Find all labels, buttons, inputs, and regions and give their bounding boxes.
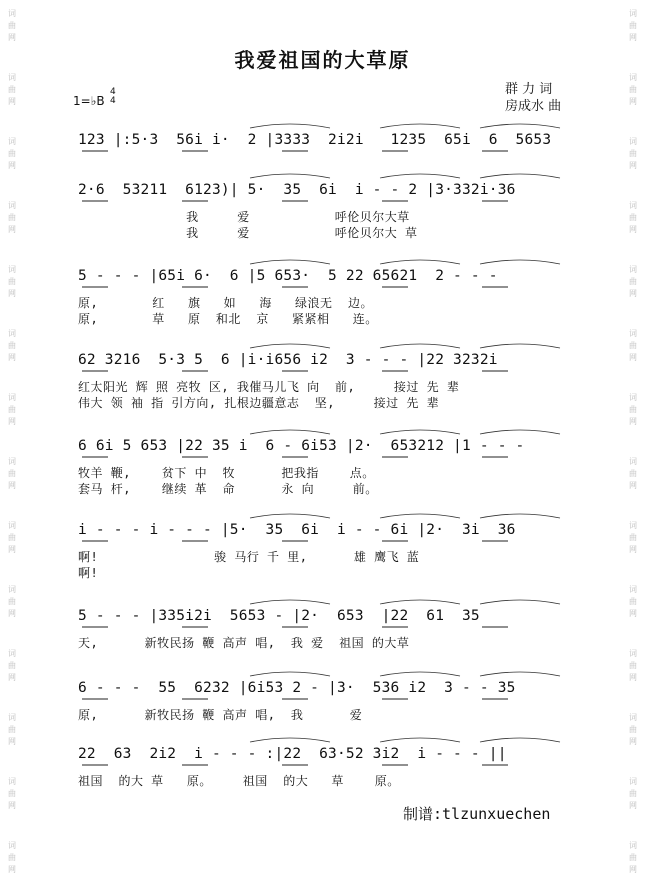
watermark-glyph: 曲 [629,533,637,542]
watermark-glyph: 网 [8,609,16,618]
watermark-glyph: 词 [8,521,16,530]
slur-mark [250,260,330,264]
watermark-glyph: 词 [8,841,16,850]
watermark-glyph: 曲 [8,277,16,286]
slur-mark [250,738,330,742]
watermark-glyph: 词 [629,329,637,338]
transcriber-credit: 制谱:tlzunxuechen [403,805,551,823]
watermark-glyph: 网 [629,673,637,682]
watermark-glyph: 词 [8,457,16,466]
watermark-glyph: 词 [629,585,637,594]
watermark-glyph: 曲 [8,21,16,30]
slur-mark [480,672,560,676]
watermark-glyph: 网 [629,481,637,490]
slur-mark [250,344,330,348]
watermark-glyph: 网 [629,545,637,554]
watermark-glyph: 网 [8,801,16,810]
lyric-line: 原, 新牧民扬 鞭 高声 唱, 我 爱 [78,708,363,722]
time-signature-top: 4 [110,87,116,97]
slur-mark [380,600,460,604]
watermark-glyph: 网 [8,33,16,42]
slur-mark [480,124,560,128]
slur-mark [480,514,560,518]
watermark-glyph: 网 [8,865,16,874]
watermark-glyph: 词 [8,201,16,210]
notation-line: 62 3216 5·3 5 6 |i·i656 i2 3 - - - |22 3232i [78,352,498,368]
watermark-glyph: 曲 [629,149,637,158]
watermark-glyph: 曲 [629,725,637,734]
slur-mark [480,344,560,348]
lyric-line: 啊! 骏 马行 千 里, 雄 鹰飞 蓝 [78,550,420,564]
watermark-glyph: 曲 [629,469,637,478]
lyric-line: 啊! [78,566,99,580]
lyric-line: 祖国 的大 草 原。 祖国 的大 草 原。 [78,774,400,788]
slur-mark [480,260,560,264]
watermark-glyph: 网 [629,609,637,618]
watermark-glyph: 网 [629,161,637,170]
watermark-glyph: 曲 [8,661,16,670]
watermark-glyph: 曲 [8,597,16,606]
lyric-line: 红太阳光 辉 照 亮牧 区, 我催马儿飞 向 前, 接过 先 辈 [78,380,460,394]
watermark-glyph: 网 [8,417,16,426]
lyric-line: 我 爱 呼伦贝尔大 草 [78,226,418,240]
watermark-glyph: 网 [8,737,16,746]
slur-mark [480,430,560,434]
watermark-glyph: 词 [629,841,637,850]
watermark-glyph: 曲 [8,149,16,158]
watermark-glyph: 词 [629,777,637,786]
notation-line: 2·6 53211 6123)| 5· 35 6i i - - 2 |3·332i·36 [78,182,516,198]
slur-mark [250,672,330,676]
slur-mark [480,174,560,178]
lyric-line: 原, 红 旗 如 海 绿浪无 边。 [78,296,373,310]
watermark-glyph: 网 [8,97,16,106]
watermark-glyph: 曲 [8,853,16,862]
lyric-line: 天, 新牧民扬 鞭 高声 唱, 我 爱 祖国 的大草 [78,636,410,650]
notation-line: 5 - - - |335i2i 5653 - |2· 653 |22 61 35 [78,608,480,624]
watermark-glyph: 曲 [8,405,16,414]
watermark-glyph: 曲 [8,469,16,478]
watermark-glyph: 网 [629,353,637,362]
watermark-glyph: 曲 [629,277,637,286]
watermark-glyph: 曲 [8,725,16,734]
slur-mark [250,430,330,434]
lyric-line: 原, 草 原 和北 京 紧紧相 连。 [78,312,378,326]
watermark-glyph: 词 [8,713,16,722]
watermark-glyph: 词 [8,9,16,18]
notation-line: 22 63 2i2 i - - - :|22 63·52 3i2 i - - - || [78,746,507,762]
watermark-glyph: 网 [8,673,16,682]
watermark-glyph: 网 [629,801,637,810]
notation-line: 5 - - - |65i 6· 6 |5 653· 5 22 65621 2 - - - [78,268,498,284]
notation-line: 6 6i 5 653 |22 35 i 6 - 6i53 |2· 653212 |1 - - - [78,438,525,454]
slur-mark [480,738,560,742]
watermark-glyph: 词 [629,521,637,530]
slur-mark [380,672,460,676]
slur-mark [250,174,330,178]
watermark-glyph: 词 [629,649,637,658]
watermark-glyph: 网 [629,97,637,106]
watermark-glyph: 网 [629,737,637,746]
watermark-glyph: 曲 [629,597,637,606]
watermark-glyph: 词 [8,777,16,786]
watermark-glyph: 词 [8,393,16,402]
watermark-glyph: 曲 [629,853,637,862]
notation-line: 6 - - - 55 6232 |6i53 2 - |3· 536 i2 3 - - 35 [78,680,516,696]
watermark-glyph: 曲 [629,789,637,798]
slur-mark [380,430,460,434]
watermark-glyph: 曲 [8,789,16,798]
watermark-glyph: 网 [629,417,637,426]
watermark-glyph: 曲 [8,85,16,94]
left-watermark-strip [0,0,24,891]
watermark-glyph: 词 [629,201,637,210]
slur-mark [480,600,560,604]
watermark-glyph: 网 [629,33,637,42]
watermark-glyph: 网 [8,161,16,170]
watermark-glyph: 词 [629,457,637,466]
watermark-glyph: 曲 [629,21,637,30]
watermark-glyph: 词 [8,329,16,338]
watermark-glyph: 曲 [8,341,16,350]
time-signature-bottom: 4 [110,96,116,106]
watermark-glyph: 词 [8,585,16,594]
slur-mark [380,174,460,178]
slur-mark [250,514,330,518]
watermark-glyph: 曲 [8,533,16,542]
watermark-glyph: 词 [8,649,16,658]
watermark-glyph: 曲 [629,661,637,670]
watermark-glyph: 曲 [629,213,637,222]
slur-mark [380,738,460,742]
lyric-line: 伟大 领 袖 指 引方向, 扎根边疆意志 坚, 接过 先 辈 [78,396,440,410]
watermark-glyph: 词 [8,137,16,146]
watermark-glyph: 词 [629,265,637,274]
watermark-glyph: 网 [8,481,16,490]
slur-mark [250,600,330,604]
watermark-glyph: 词 [629,137,637,146]
notation-line: 123 |:5·3 56i i· 2 |3333 2i2i 1235 65i 6 5653 [78,132,552,148]
watermark-glyph: 曲 [629,341,637,350]
lyric-line: 牧羊 鞭, 贫下 中 牧 把我指 点。 [78,466,375,480]
watermark-glyph: 词 [629,73,637,82]
watermark-glyph: 词 [629,713,637,722]
notation-line: i - - - i - - - |5· 35 6i i - - 6i |2· 3i 36 [78,522,516,538]
watermark-glyph: 词 [8,265,16,274]
lyricist-credit: 群 力 词 [505,82,553,97]
watermark-glyph: 词 [629,393,637,402]
lyric-line: 我 爱 呼伦贝尔大草 [78,210,410,224]
watermark-glyph: 网 [629,865,637,874]
watermark-glyph: 曲 [629,85,637,94]
song-title: 我爱祖国的大草原 [234,48,411,72]
watermark-glyph: 曲 [629,405,637,414]
watermark-glyph: 网 [8,353,16,362]
watermark-glyph: 网 [8,225,16,234]
slur-mark [380,344,460,348]
slur-mark [380,124,460,128]
watermark-glyph: 网 [629,289,637,298]
watermark-glyph: 网 [629,225,637,234]
watermark-glyph: 词 [629,9,637,18]
key-signature: 1=♭B [73,94,105,108]
slur-mark [250,124,330,128]
watermark-glyph: 网 [8,289,16,298]
time-signature [110,88,116,106]
composer-credit: 房成水 曲 [505,99,562,114]
lyric-line: 套马 杆, 继续 革 命 永 向 前。 [78,482,378,496]
slur-mark [380,260,460,264]
right-watermark-strip [621,0,645,891]
slur-mark [380,514,460,518]
watermark-glyph: 网 [8,545,16,554]
watermark-glyph: 曲 [8,213,16,222]
watermark-glyph: 词 [8,73,16,82]
